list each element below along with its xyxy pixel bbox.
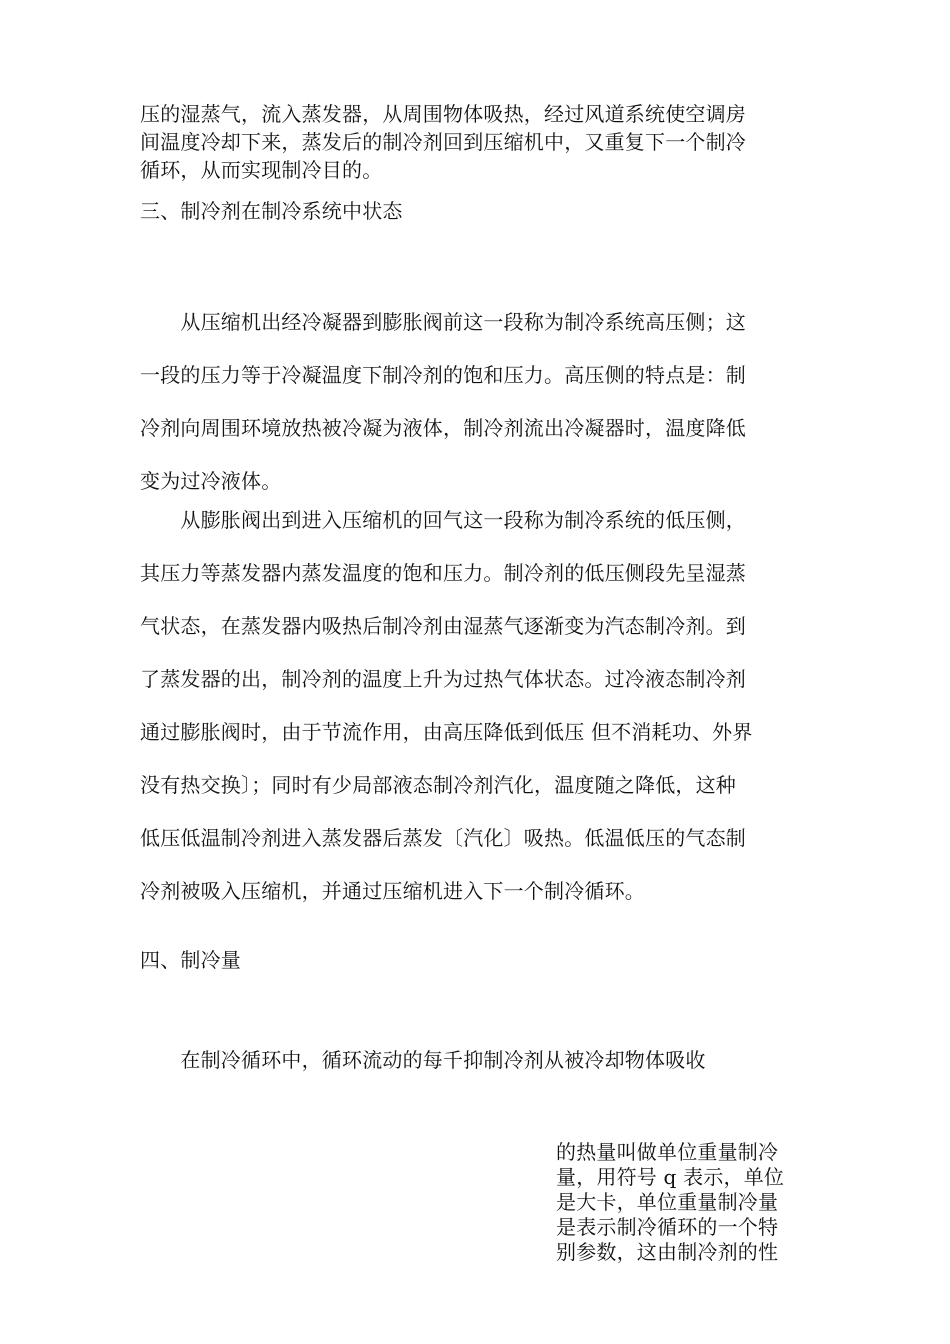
text-line: 其压力等蒸发器内蒸发温度的饱和压力。制冷剂的低压侧段先呈湿蒸 (140, 561, 746, 585)
text-line: 循环，从而实现制冷目的。 (140, 158, 383, 182)
text-line: 冷剂被吸入压缩机，并通过压缩机进入下一个制冷循环。 (140, 879, 645, 903)
text-line: 气状态，在蒸发器内吸热后制冷剂由湿蒸气逐渐变为汽态制冷剂。到 (140, 614, 746, 638)
narrow-column-paragraph (556, 1140, 784, 1265)
text-line: 是大卡，单位重量制冷量 (556, 1190, 779, 1214)
low-pressure-paragraph (140, 494, 753, 918)
text-line: 的热量叫做单位重量制冷 (556, 1140, 779, 1164)
text-line: 是表示制冷循环的一个特 (556, 1215, 779, 1239)
section-3-heading: 三、制冷剂在制冷系统中状态 (140, 199, 403, 223)
text-line: 没有热交换〕；同时有少局部液态制冷剂汽化，温度随之降低，这种 (140, 773, 736, 797)
text-line: 别参数，这由制冷剂的性 (556, 1240, 779, 1264)
text-line: 量，用符号 q 表示，单位 (556, 1165, 785, 1189)
text-line: 间温度冷却下来，蒸发后的制冷剂回到压缩机中，又重复下一个制冷 (140, 130, 746, 154)
text-line: 通过膨胀阀时，由于节流作用，由高压降低到低压 但不消耗功、外界 (140, 720, 753, 744)
text-line: 低压低温制冷剂进入蒸发器后蒸发〔汽化〕吸热。低温低压的气态制 (140, 826, 746, 850)
text-line: 冷剂向周围环境放热被冷凝为液体，制冷剂流出冷凝器时，温度降低 (140, 416, 746, 440)
refrigeration-capacity-paragraph: 在制冷循环中，循环流动的每千抑制冷剂从被冷却物体吸收 (140, 1048, 706, 1072)
text-line: 变为过冷液体。 (140, 469, 282, 493)
intro-paragraph (140, 100, 746, 184)
text-line: 了蒸发器的出，制冷剂的温度上升为过热气体状态。过冷液态制冷剂 (140, 667, 746, 691)
text-line: 压的湿蒸气，流入蒸发器，从周围物体吸热，经过风道系统使空调房 (140, 102, 746, 126)
text-line: 从压缩机出经冷凝器到膨胀阀前这一段称为制冷系统高压侧；这 (140, 310, 746, 334)
text-line: 从膨胀阀出到进入压缩机的回气这一段称为制冷系统的低压侧， (140, 508, 746, 532)
text-line: 一段的压力等于冷凝温度下制冷剂的饱和压力。高压侧的特点是：制 (140, 363, 746, 387)
high-pressure-paragraph (140, 296, 746, 508)
section-4-heading: 四、制冷量 (140, 948, 241, 972)
